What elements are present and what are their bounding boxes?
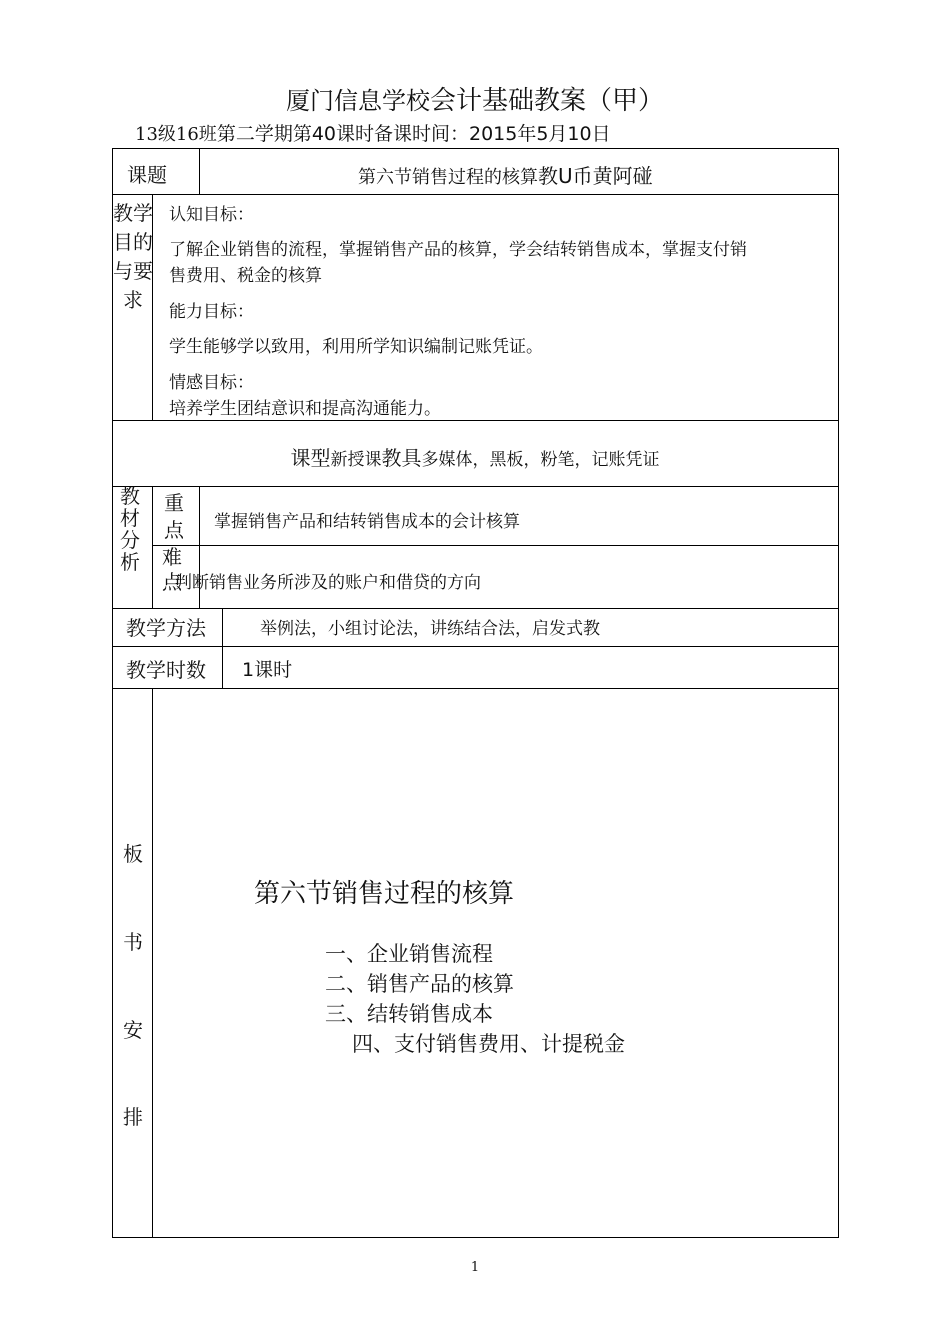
- cognitive-line-2: 售费用、税金的核算: [169, 266, 322, 286]
- ability-label: 能力目标：: [169, 302, 254, 322]
- tools-label: 教具: [381, 446, 422, 470]
- class-info: 13级16班: [135, 124, 217, 145]
- emotion-text: 培养学生团结意识和提高沟通能力。: [169, 399, 441, 419]
- topic-row-content: [358, 160, 653, 189]
- subline: [135, 119, 611, 146]
- schedule-info: 第二学期第40课时备课时间：2015年5月10日: [216, 123, 611, 145]
- method-label: 教学方法: [126, 616, 206, 640]
- tools-value: 多媒体，黑板，粉笔，记账凭证: [421, 450, 660, 470]
- board-item-1: 一、企业销售流程: [325, 942, 493, 966]
- difficulty-label: 难点: [162, 545, 182, 594]
- emotion-label: 情感目标：: [169, 373, 254, 393]
- cognitive-line-1: 了解企业销售的流程，掌握销售产品的核算，学会结转销售成本，掌握支付销: [169, 240, 747, 260]
- topic-value: 第六节销售过程的核算: [358, 167, 538, 188]
- teacher-info: 教U币黄阿碰: [538, 164, 653, 188]
- hours-label: 教学时数: [126, 658, 206, 682]
- key-value: 掌握销售产品和结转销售成本的会计核算: [214, 512, 520, 532]
- page-number: 1: [470, 1260, 480, 1275]
- board-title: 第六节销售过程的核算: [254, 879, 515, 909]
- school-name: 厦门信息学校: [285, 87, 430, 115]
- topic-label: 课题: [127, 163, 167, 187]
- board-char-2: 书: [123, 930, 143, 954]
- board-char-3: 安: [123, 1018, 143, 1042]
- method-value: 举例法，小组讨论法，讲练结合法，启发式教: [260, 619, 600, 639]
- board-char-1: 板: [123, 842, 143, 866]
- hours-value: 1课时: [242, 659, 293, 681]
- page-title: [0, 80, 950, 117]
- doc-title: 会计基础教案（甲）: [429, 86, 664, 116]
- goals-label-vertical: 教学目的与要求: [113, 201, 153, 312]
- lesson-type-row: [0, 442, 950, 471]
- lesson-type-label: 课型: [290, 446, 331, 470]
- lesson-type-value: 新授课: [330, 450, 382, 470]
- board-item-4: 四、支付销售费用、计提税金: [352, 1032, 625, 1056]
- board-char-4: 排: [123, 1105, 143, 1129]
- key-label: 重点: [164, 491, 184, 542]
- analysis-label: 教材分析: [120, 484, 140, 574]
- board-item-3: 三、结转销售成本: [325, 1002, 493, 1026]
- board-item-2: 二、销售产品的核算: [325, 972, 514, 996]
- cognitive-label: 认知目标：: [169, 205, 254, 225]
- ability-text: 学生能够学以致用，利用所学知识编制记账凭证。: [169, 337, 543, 357]
- difficulty-value: 判断销售业务所涉及的账户和借贷的方向: [175, 573, 481, 593]
